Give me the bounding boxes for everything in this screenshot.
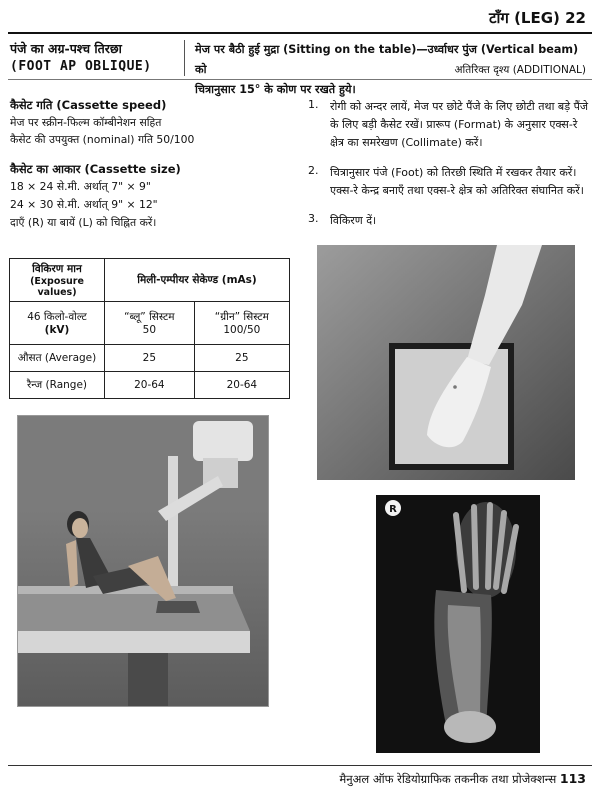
page-header-title: टाँग (LEG) 22 (488, 9, 586, 27)
average-label: औसत (Average) (10, 345, 105, 372)
exposure-header-english: (Exposure values) (30, 276, 84, 298)
projection-title-hindi: पंजे का अग्र-पश्च तिरछा (10, 41, 122, 56)
kv-unit: (kV) (44, 324, 70, 336)
green-system-label: “ग्रीन” सिस्टम (214, 311, 269, 323)
position-line-1: मेज पर बैठी हुई मुद्रा (Sitting on the table)—उर्ध्वाधर पुंज (Vertical beam) को (195, 43, 579, 76)
kv-label: 46 किलो-वोल्ट (27, 311, 87, 323)
range-blue: 20-64 (105, 372, 195, 399)
patient-position-illustration (17, 415, 269, 707)
exposure-header-cell (10, 259, 105, 302)
step-number: 2. (308, 164, 319, 177)
cassette-size-heading: कैसेट का आकार (Cassette size) (10, 162, 181, 176)
average-green: 25 (194, 345, 289, 372)
exposure-header-hindi: विकिरण मान (32, 263, 82, 275)
projection-title-english: (FOOT AP OBLIQUE) (10, 59, 152, 74)
blue-system-label: “ब्लू” सिस्टम (124, 311, 175, 323)
foot-xray-image (376, 495, 540, 753)
xray-side-marker: R (389, 504, 397, 515)
range-label: रैन्ज (Range) (10, 372, 105, 399)
step-number: 1. (308, 98, 319, 111)
cassette-size-line: 18 × 24 से.मी. अर्थात् 7" × 9" (10, 180, 151, 193)
green-system-cell (194, 302, 289, 345)
step-text: विकिरण दें। (330, 214, 377, 227)
header-rule (8, 32, 592, 34)
mas-header: मिली-एम्पीयर सेकेण्ड (mAs) (105, 259, 290, 302)
average-blue: 25 (105, 345, 195, 372)
cassette-size-line: दाएँ (R) या बायें (L) को चिह्नित करें। (10, 216, 157, 229)
page-number: 113 (559, 771, 586, 786)
exposure-table (9, 258, 290, 399)
divider (184, 40, 185, 76)
cassette-size-section (10, 160, 181, 232)
page-footer (339, 771, 586, 787)
procedure-step (308, 164, 590, 200)
blue-system-value: 50 (142, 324, 157, 336)
green-system-value: 100/50 (223, 324, 261, 336)
procedure-step (308, 98, 590, 152)
cassette-speed-heading: कैसेट गति (Cassette speed) (10, 98, 167, 112)
step-text: चित्रानुसार पंजे (Foot) को तिरछी स्थिति में रखकर तैयार करें। एक्स-रे केन्द्र बनाएँ तथा एक्स-रे क्षेत्र को अतिरिक्त संघानित करें। (330, 166, 584, 197)
cassette-speed-section (10, 97, 194, 148)
foot-on-cassette-photo (317, 245, 575, 480)
step-number: 3. (308, 212, 319, 225)
range-green: 20-64 (194, 372, 289, 399)
kv-cell (10, 302, 105, 345)
cassette-speed-line: कैसेट की उपयुक्त (nominal) गति 50/100 (10, 133, 195, 146)
step-text: रोगी को अन्दर लायें, मेज पर छोटे पैंजे के लिए छोटी तथा बड़े पैंजे के लिए बड़ी कैसेट रखें। प्रारूप (Format) के अनुसार एक्स-रे क्षेत्र का समरेखण (Collimate) करें। (330, 100, 588, 149)
blue-system-cell (105, 302, 195, 345)
footer-book-title: मैनुअल ऑफ रेडियोग्राफिक तकनीक तथा प्रोजेक्शन्स (339, 772, 557, 786)
section-rule (8, 79, 592, 80)
cassette-size-line: 24 × 30 से.मी. अर्थात् 9" × 12" (10, 198, 158, 211)
procedure-steps (308, 98, 590, 230)
footer-rule (8, 765, 592, 766)
position-line-2: चित्रानुसार 15° के कोण पर रखते हुये। (195, 83, 356, 96)
cassette-speed-line: मेज पर स्क्रीन-फिल्म कॉम्बीनेशन सहित (10, 116, 162, 129)
procedure-step (308, 212, 590, 230)
additional-view-label: अतिरिक्त दृश्य (ADDITIONAL) (454, 64, 586, 76)
